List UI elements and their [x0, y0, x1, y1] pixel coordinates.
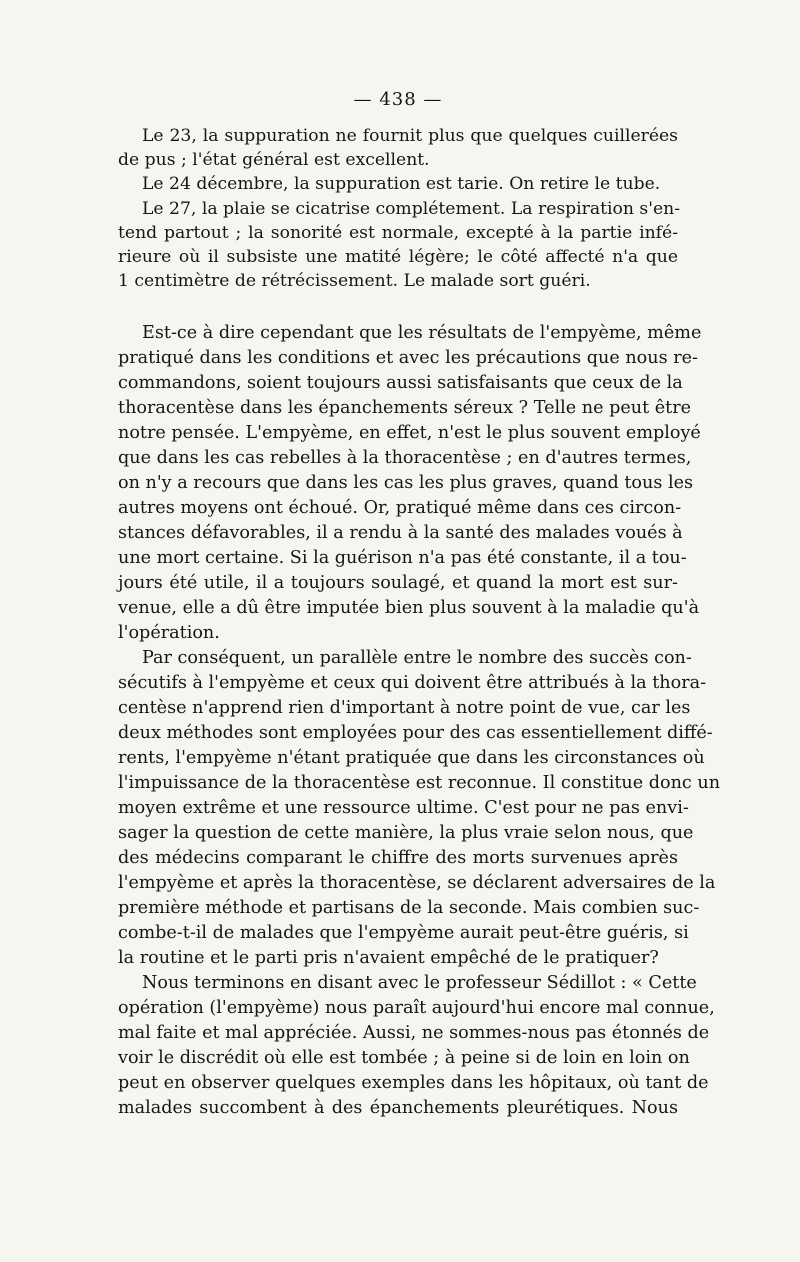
text-line: sager la question de cette manière, la plus vraie selon nous, que [118, 823, 694, 844]
discussion-paragraphs [118, 321, 721, 1121]
text-line: 1 centimètre de rétrécissement. Le malade sort guéri. [118, 271, 591, 292]
text-line: l'empyème et après la thoracentèse, se déclarent adversaires de la [118, 873, 716, 894]
text-line: sécutifs à l'empyème et ceux qui doivent être attribués à la thora- [118, 673, 707, 694]
text-line: Nous terminons en disant avec le professeur Sédillot : « Cette [142, 973, 697, 994]
text-line: rieure où il subsiste une matité légère; le côté affecté n'a que [118, 247, 678, 268]
text-line: Par conséquent, un parallèle entre le nombre des succès con- [142, 648, 692, 669]
text-line: on n'y a recours que dans les cas les plus graves, quand tous les [118, 473, 694, 494]
text-line: voir le discrédit où elle est tombée ; à peine si de loin en loin on [118, 1048, 690, 1069]
case-report-paragraphs [118, 124, 681, 293]
text-line: l'impuissance de la thoracentèse est reconnue. Il constitue donc un [118, 773, 721, 794]
text-line: thoracentèse dans les épanchements séreux ? Telle ne peut être [118, 398, 692, 419]
text-line: Le 23, la suppuration ne fournit plus que quelques cuillerées [142, 126, 678, 146]
text-line: Le 24 décembre, la suppuration est tarie. On retire le tube. [142, 174, 661, 195]
text-line: venue, elle a dû être imputée bien plus souvent à la maladie qu'à [118, 598, 700, 619]
text-line: l'opération. [118, 623, 220, 644]
text-line: rents, l'empyème n'étant pratiquée que dans les circonstances où [118, 748, 705, 769]
text-line: tend partout ; la sonorité est normale, excepté à la partie infé- [118, 222, 678, 243]
text-line: mal faite et mal appréciée. Aussi, ne sommes-nous pas étonnés de [118, 1023, 710, 1044]
text-line: stances défavorables, il a rendu à la santé des malades voués à [118, 523, 683, 544]
text-line: des médecins comparant le chiffre des morts survenues après [118, 848, 678, 869]
text-line: malades succombent à des épanchements pleurétiques. Nous [118, 1098, 678, 1119]
text-line: première méthode et partisans de la seconde. Mais combien suc- [118, 898, 700, 919]
text-line: que dans les cas rebelles à la thoracentèse ; en d'autres termes, [118, 448, 692, 469]
text-line: pratiqué dans les conditions et avec les précautions que nous re- [118, 348, 698, 369]
section-gap [118, 293, 678, 321]
text-line: autres moyens ont échoué. Or, pratiqué même dans ces circon- [118, 498, 682, 519]
text-line: Le 27, la plaie se cicatrise complétement. La respiration s'en- [142, 198, 681, 219]
book-page [118, 88, 721, 1121]
text-line: moyen extrême et une ressource ultime. C'est pour ne pas envi- [118, 798, 689, 819]
page-number: — 438 — [353, 89, 443, 110]
text-line: notre pensée. L'empyème, en effet, n'est le plus souvent employé [118, 423, 701, 444]
text-line: combe-t-il de malades que l'empyème aurait peut-être guéris, si [118, 923, 689, 944]
text-line: la routine et le parti pris n'avaient empêché de le pratiquer? [118, 948, 659, 969]
text-line: jours été utile, il a toujours soulagé, et quand la mort est sur- [118, 573, 678, 594]
text-line: une mort certaine. Si la guérison n'a pas été constante, il a tou- [118, 548, 687, 569]
text-line: Est-ce à dire cependant que les résultats de l'empyème, même [142, 323, 702, 344]
text-line: deux méthodes sont employées pour des cas essentiellement diffé- [118, 723, 713, 744]
text-line: commandons, soient toujours aussi satisfaisants que ceux de la [118, 373, 683, 394]
text-line: de pus ; l'état général est excellent. [118, 150, 430, 171]
text-line: peut en observer quelques exemples dans les hôpitaux, où tant de [118, 1073, 709, 1094]
text-line: centèse n'apprend rien d'important à notre point de vue, car les [118, 698, 691, 719]
text-line: opération (l'empyème) nous paraît aujourd'hui encore mal connue, [118, 998, 715, 1019]
